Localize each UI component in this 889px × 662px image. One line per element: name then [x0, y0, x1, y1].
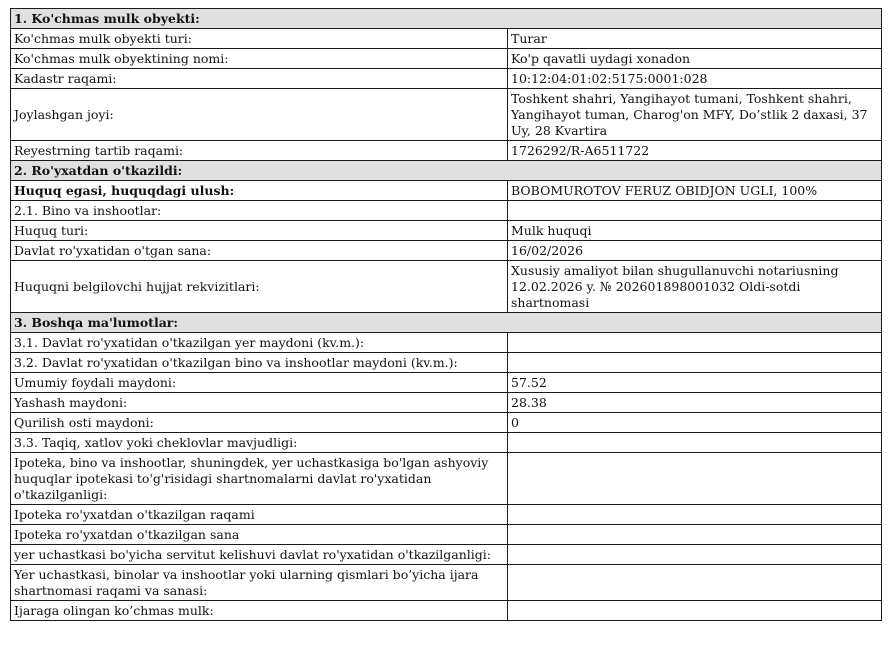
table-row — [11, 373, 882, 393]
table-row — [11, 393, 882, 413]
registry-number-label: Reyestrning tartib raqami: — [11, 141, 508, 161]
land-area-value — [508, 333, 882, 353]
servitude-label: yer uchastkasi bo'yicha servitut kelishuvi davlat ro'yxatidan o'tkazilganligi: — [11, 545, 508, 565]
buildings-label: 2.1. Bino va inshootlar: — [11, 201, 508, 221]
buildings-value — [508, 201, 882, 221]
table-row — [11, 261, 882, 313]
table-row — [11, 505, 882, 525]
table-row — [11, 565, 882, 601]
table-row — [11, 141, 882, 161]
registration-date-value: 16/02/2026 — [508, 241, 882, 261]
footprint-area-label: Qurilish osti maydoni: — [11, 413, 508, 433]
mortgage-date-value — [508, 525, 882, 545]
registry-table — [10, 8, 882, 621]
lease-agreement-value — [508, 565, 882, 601]
footprint-area-value: 0 — [508, 413, 882, 433]
registration-date-label: Davlat ro'yxatidan o'tgan sana: — [11, 241, 508, 261]
table-row — [11, 353, 882, 373]
table-row — [11, 241, 882, 261]
table-row — [11, 333, 882, 353]
document-details-value: Xususiy amaliyot bilan shugullanuvchi notariusning 12.02.2026 y. № 202601898001032 Oldi-sotdi shartnomasi — [508, 261, 882, 313]
table-row — [11, 49, 882, 69]
owner-share-label: Huquq egasi, huquqdagi ulush: — [11, 181, 508, 201]
table-row — [11, 221, 882, 241]
section-title: 1. Ko'chmas mulk obyekti: — [11, 9, 882, 29]
property-type-value: Turar — [508, 29, 882, 49]
table-row — [11, 433, 882, 453]
document-details-label: Huquqni belgilovchi hujjat rekvizitlari: — [11, 261, 508, 313]
table-row — [11, 453, 882, 505]
living-area-value: 28.38 — [508, 393, 882, 413]
location-label: Joylashgan joyi: — [11, 89, 508, 141]
mortgage-number-value — [508, 505, 882, 525]
cadastre-number-value: 10:12:04:01:02:5175:0001:028 — [508, 69, 882, 89]
section-header-registration — [11, 161, 882, 181]
land-area-label: 3.1. Davlat ro'yxatidan o'tkazilgan yer maydoni (kv.m.): — [11, 333, 508, 353]
table-row — [11, 545, 882, 565]
location-value: Toshkent shahri, Yangihayot tumani, Toshkent shahri, Yangihayot tuman, Charog'on MFY, Do’stlik 2 daxasi, 37 Uy, 28 Kvartira — [508, 89, 882, 141]
property-name-label: Ko'chmas mulk obyektining nomi: — [11, 49, 508, 69]
leased-property-value — [508, 601, 882, 621]
table-row — [11, 525, 882, 545]
mortgage-registration-value — [508, 453, 882, 505]
registry-number-value: 1726292/R-A6511722 — [508, 141, 882, 161]
restrictions-label: 3.3. Taqiq, xatlov yoki cheklovlar mavjudligi: — [11, 433, 508, 453]
section-title: 2. Ro'yxatdan o'tkazildi: — [11, 161, 882, 181]
servitude-value — [508, 545, 882, 565]
mortgage-date-label: Ipoteka ro'yxatdan o'tkazilgan sana — [11, 525, 508, 545]
lease-agreement-label: Yer uchastkasi, binolar va inshootlar yoki ularning qismlari bo’yicha ijara shartnomasi raqami va sanasi: — [11, 565, 508, 601]
property-name-value: Ko'p qavatli uydagi xonadon — [508, 49, 882, 69]
building-area-label: 3.2. Davlat ro'yxatidan o'tkazilgan bino va inshootlar maydoni (kv.m.): — [11, 353, 508, 373]
owner-share-value: BOBOMUROTOV FERUZ OBIDJON UGLI, 100% — [508, 181, 882, 201]
leased-property-label: Ijaraga olingan ko’chmas mulk: — [11, 601, 508, 621]
mortgage-registration-label: Ipoteka, bino va inshootlar, shuningdek, yer uchastkasiga bo'lgan ashyoviy huquqlar ipotekasi to'g'risidagi shartnomalarni davlat ro'yxatidan o'tkazilganligi: — [11, 453, 508, 505]
mortgage-number-label: Ipoteka ro'yxatdan o'tkazilgan raqami — [11, 505, 508, 525]
right-type-value: Mulk huquqi — [508, 221, 882, 241]
cadastre-number-label: Kadastr raqami: — [11, 69, 508, 89]
building-area-value — [508, 353, 882, 373]
table-row — [11, 69, 882, 89]
table-row — [11, 89, 882, 141]
total-useful-area-value: 57.52 — [508, 373, 882, 393]
table-row — [11, 181, 882, 201]
property-type-label: Ko'chmas mulk obyekti turi: — [11, 29, 508, 49]
section-header-other-info — [11, 313, 882, 333]
section-title: 3. Boshqa ma'lumotlar: — [11, 313, 882, 333]
restrictions-value — [508, 433, 882, 453]
table-row — [11, 413, 882, 433]
table-row — [11, 601, 882, 621]
living-area-label: Yashash maydoni: — [11, 393, 508, 413]
section-header-property — [11, 9, 882, 29]
registry-extract-document — [10, 8, 881, 621]
total-useful-area-label: Umumiy foydali maydoni: — [11, 373, 508, 393]
table-row — [11, 201, 882, 221]
right-type-label: Huquq turi: — [11, 221, 508, 241]
table-row — [11, 29, 882, 49]
